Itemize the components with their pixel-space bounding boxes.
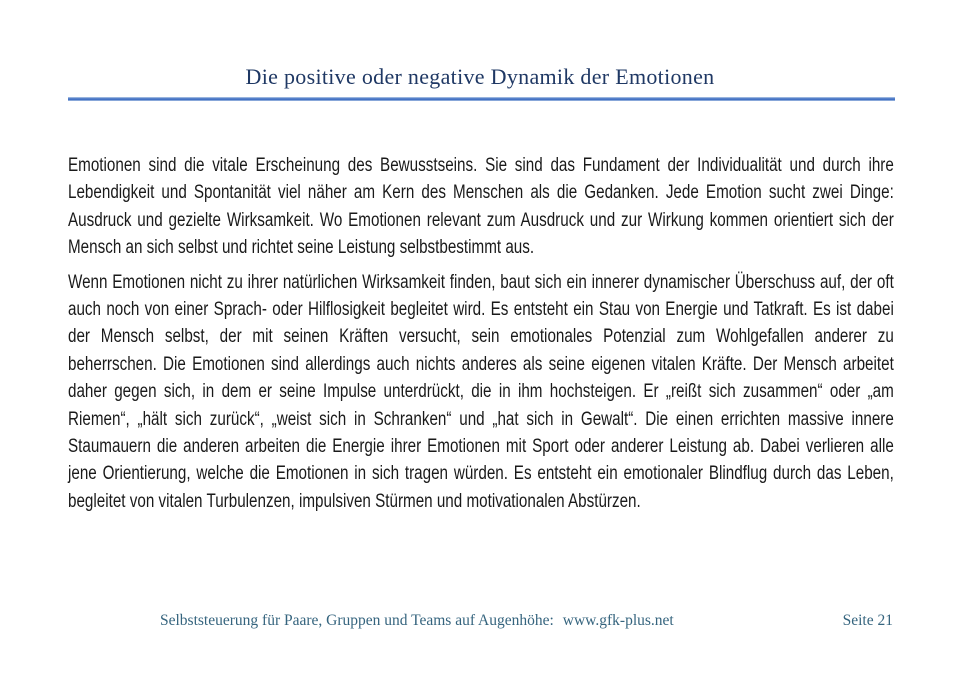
title-underline-rule	[68, 97, 895, 101]
body-text-block	[68, 152, 894, 522]
footer-source-label: Selbststeuerung für Paare, Gruppen und Teams auf Augenhöhe:	[160, 612, 554, 629]
paragraph-1: Emotionen sind die vitale Erscheinung des Bewusstseins. Sie sind das Fundament der Individualität und durch ihre Lebendigkeit und Spontanität viel näher am Kern des Menschen als die Gedanken. Jede Emotion sucht zwei Dinge: Ausdruck und gezielte Wirksamkeit. Wo Emotionen relevant zum Ausdruck und zur Wirkung kommen orientiert sich der Mensch an sich selbst und richtet seine Leistung selbstbestimmt aus.	[68, 155, 894, 259]
footer-source	[160, 612, 674, 630]
page-title: Die positive oder negative Dynamik der Emotionen	[245, 64, 715, 89]
paragraph-2: Wenn Emotionen nicht zu ihrer natürlichen Wirksamkeit finden, baut sich ein innerer dynamischer Überschuss auf, der oft auch noch von einer Sprach- oder Hilflosigkeit begleitet wird. Es entsteht ein Stau von Energie und Tatkraft. Es ist dabei der Mensch selbst, der mit seinen Kräften versucht, sein emotionales Potenzial zum Wohlgefallen anderer zu beherrschen. Die Emotionen sind allerdings auch nichts anderes als seine eigenen vitalen Kräfte. Der Mensch arbeitet daher gegen sich, in dem er seine Impulse unterdrückt, die in ihm hochsteigen. Er „reißt sich zusammen“ oder „am Riemen“, „hält sich zurück“, „weist sich in Schranken“ und „hat sich in Gewalt“. Die einen errichten massive innere Staumauern die anderen arbeiten die Energie ihrer Emotionen mit Sport oder anderer Leistung ab. Dabei verlieren alle jene Orientierung, welche die Emotionen in sich tragen würden. Es entsteht ein emotionaler Blindflug durch das Leben, begleitet von vitalen Turbulenzen, impulsiven Stürmen und motivationalen Abstürzen.	[68, 271, 894, 512]
footer-website-link[interactable]: www.gfk-plus.net	[562, 612, 674, 629]
body-text-inner	[68, 152, 894, 515]
footer	[160, 612, 893, 630]
page-number: Seite 21	[842, 612, 893, 629]
